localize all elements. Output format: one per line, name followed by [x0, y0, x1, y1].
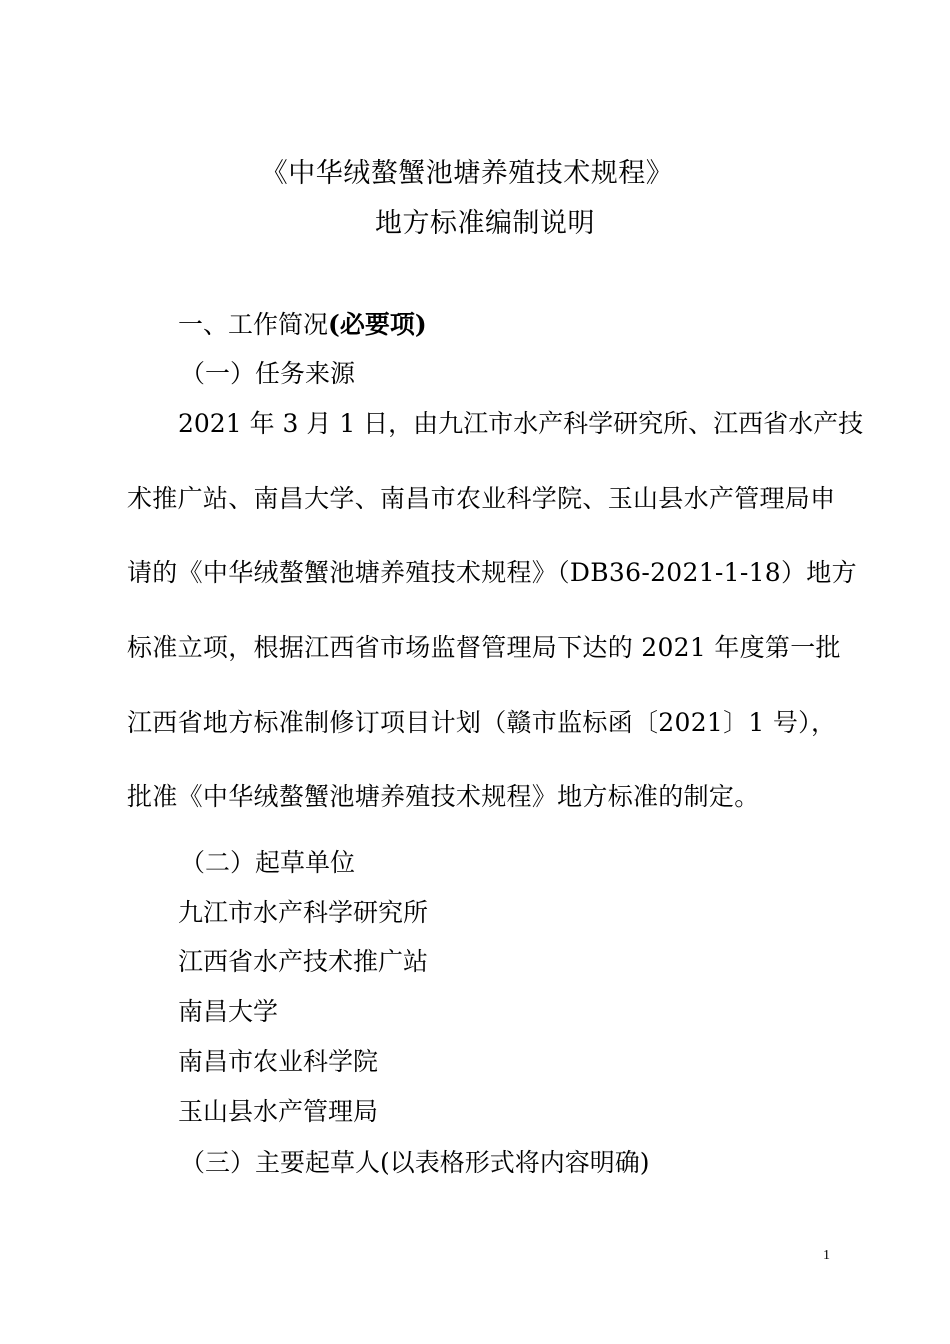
section1-heading [178, 308, 427, 342]
section1-heading-text: 一、工作简况 [178, 310, 329, 339]
paragraph-line-4: 标准立项，根据江西省市场监督管理局下达的 2021 年度第一批 [127, 633, 841, 662]
drafting-unit-4: 南昌市农业科学院 [178, 1047, 379, 1076]
drafting-unit-5: 玉山县水产管理局 [178, 1097, 379, 1126]
paragraph-line-3: 请的《中华绒螯蟹池塘养殖技术规程》（DB36-2021-1-18）地方 [127, 558, 857, 587]
section1-heading-required: (必要项) [328, 310, 427, 339]
subsection1-heading: （一）任务来源 [180, 359, 356, 388]
paragraph-line-6: 批准《中华绒螯蟹池塘养殖技术规程》地方标准的制定。 [127, 782, 760, 811]
subsection3-heading: （三）主要起草人(以表格形式将内容明确) [180, 1148, 650, 1177]
page-number: 1 [823, 1248, 830, 1263]
drafting-unit-2: 江西省水产技术推广站 [178, 947, 429, 976]
document-title-line1: 《中华绒螯蟹池塘养殖技术规程》 [260, 158, 674, 189]
paragraph-line-5: 江西省地方标准制修订项目计划（赣市监标函〔2021〕1 号）， [127, 708, 837, 737]
drafting-unit-1: 九江市水产科学研究所 [178, 898, 429, 927]
paragraph-line-1: 2021 年 3 月 1 日，由九江市水产科学研究所、江西省水产技 [178, 409, 864, 438]
document-title-line2: 地方标准编制说明 [375, 208, 595, 239]
paragraph-line-2: 术推广站、南昌大学、南昌市农业科学院、玉山县水产管理局申 [127, 484, 836, 513]
subsection2-heading: （二）起草单位 [180, 848, 356, 877]
drafting-unit-3: 南昌大学 [178, 997, 279, 1026]
